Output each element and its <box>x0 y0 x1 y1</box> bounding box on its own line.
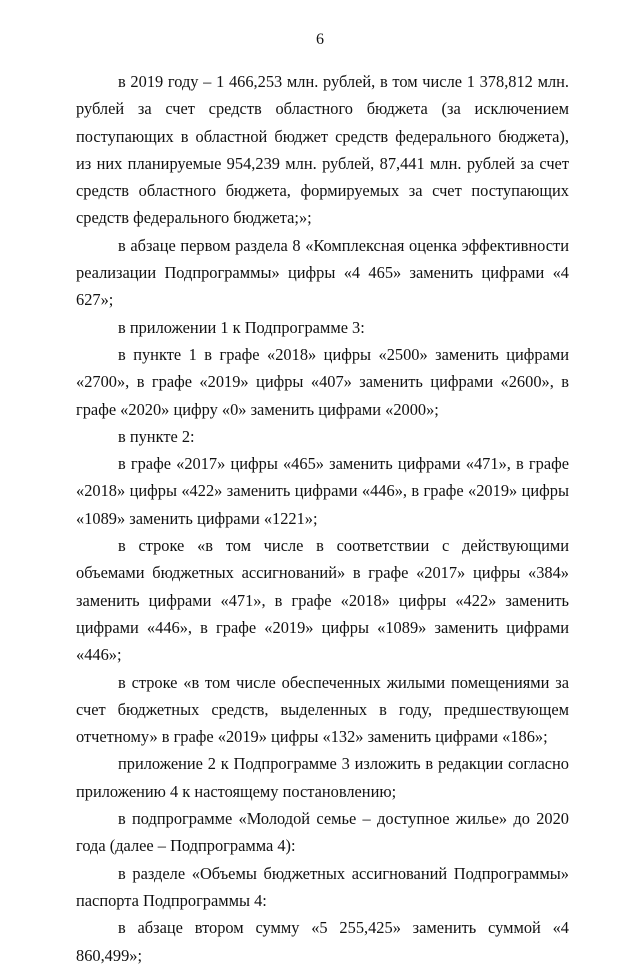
paragraph-passport-section: в разделе «Объемы бюджетных ассигнований Подпрограммы» паспорта Подпрограммы 4: <box>76 863 569 910</box>
paragraph-appendix-1-heading: в приложении 1 к Подпрограмме 3: <box>118 317 365 337</box>
paragraph-sum-change: в абзаце втором сумму «5 255,425» заменить суммой «4 860,499»; <box>76 918 569 965</box>
document-body <box>76 68 569 969</box>
paragraph-section-8-change: в абзаце первом раздела 8 «Комплексная оценка эффективности реализации Подпрограммы» цифры «4 465» заменить цифрами «4 627»; <box>76 235 569 310</box>
page-number: 6 <box>316 31 324 48</box>
paragraph-item-2-heading: в пункте 2: <box>118 426 195 446</box>
paragraph-housing-row: в строке «в том числе обеспеченных жилыми помещениями за счет бюджетных средств, выделенных в году, предшествующем отчетному» в графе «2019» цифры «132» заменить цифрами «186»; <box>76 672 569 747</box>
paragraph-item-2-change: в графе «2017» цифры «465» заменить цифрами «471», в графе «2018» цифры «422» заменить цифрами «446», в графе «2019» цифры «1089» заменить цифрами «1221»; <box>76 454 569 528</box>
paragraph-appendix-2-change: приложение 2 к Подпрограмме 3 изложить в редакции согласно приложению 4 к настоящему постановлению; <box>76 754 569 801</box>
paragraph-funding-2019: в 2019 году – 1 466,253 млн. рублей, в том числе 1 378,812 млн. рублей за счет средств областного бюджета (за исключением поступающих в областной бюджет средств федерального бюджета), из них планируемые 954,239 млн. рублей, 87,441 млн. рублей за счет средств областного бюджета, формируемых за счет поступающих средств федерального бюджета;»; <box>76 72 569 228</box>
paragraph-item-1-change: в пункте 1 в графе «2018» цифры «2500» заменить цифрами «2700», в графе «2019» цифры «407» заменить цифрами «2600», в графе «2020» цифру «0» заменить цифрами «2000»; <box>76 344 569 419</box>
paragraph-budget-allocations-row: в строке «в том числе в соответствии с действующими объемами бюджетных ассигнований» в графе «2017» цифры «384» заменить цифрами «471», в графе «2018» цифры «422» заменить цифрами «446», в графе «2019» цифры «1089» заменить цифрами «446»; <box>76 536 569 665</box>
paragraph-subprogram-4-heading: в подпрограмме «Молодой семье – доступное жилье» до 2020 года (далее – Подпрограмма 4): <box>76 809 569 856</box>
